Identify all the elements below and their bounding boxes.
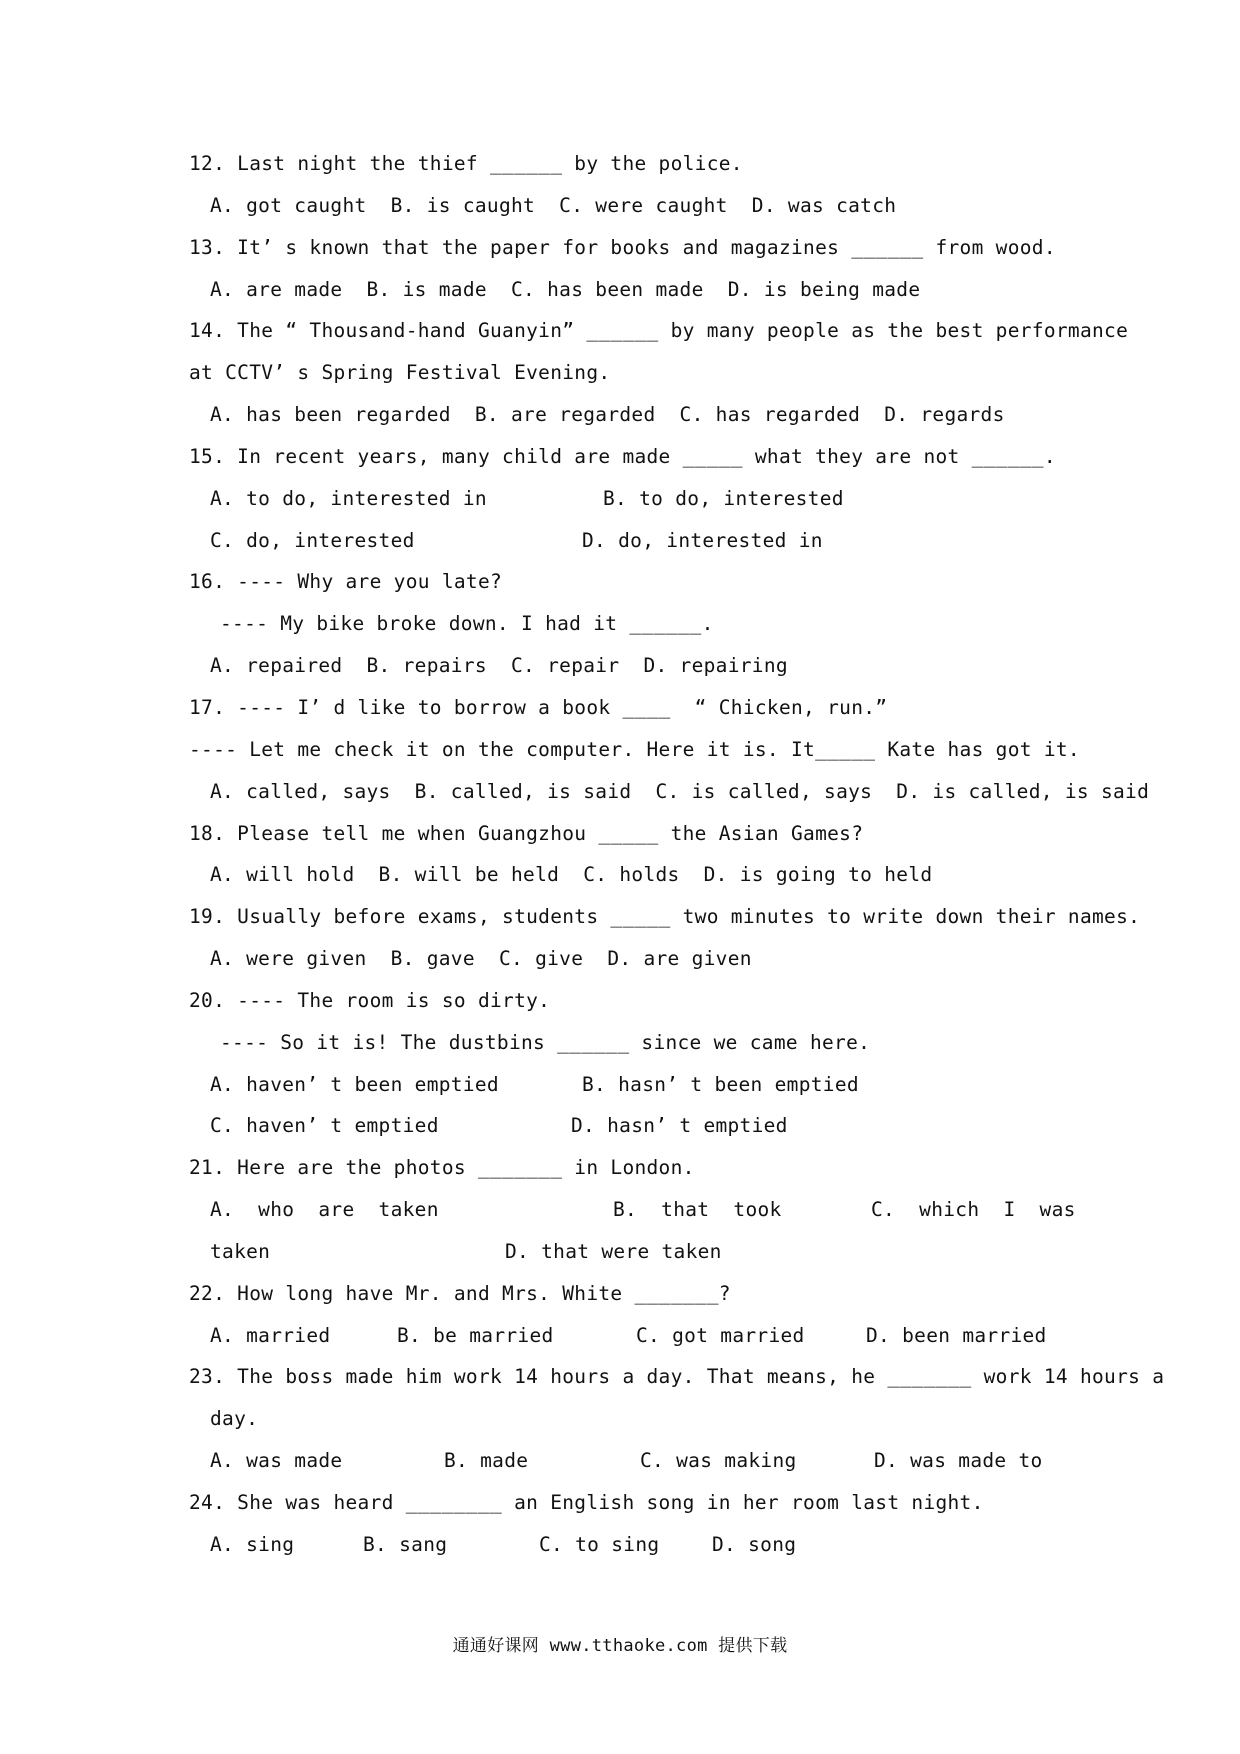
text-line: D. hasn’ t emptied (571, 1114, 788, 1137)
text-line: A. are made B. is made C. has been made D. is being made (210, 278, 921, 301)
text-line: A. married (210, 1324, 331, 1347)
text-line: C. was making (640, 1449, 797, 1472)
text-line: at CCTV’ s Spring Festival Evening. (189, 361, 611, 384)
text-line: B. sang (363, 1533, 448, 1556)
text-line: ---- My bike broke down. I had it ______. (220, 612, 714, 635)
text-line: 17. ---- I’ d like to borrow a book ____ “ Chicken, run.” (189, 696, 888, 719)
text-line: A. were given B. gave C. give D. are given (210, 947, 752, 970)
text-line: B. hasn’ t been emptied (582, 1073, 859, 1096)
text-line: 19. Usually before exams, students _____ two minutes to write down their names. (189, 905, 1141, 928)
text-line: C. which I was (871, 1198, 1076, 1221)
text-line: taken (210, 1240, 271, 1263)
text-line: D. song (712, 1533, 797, 1556)
text-line: ---- Let me check it on the computer. Here it is. It_____ Kate has got it. (189, 738, 1080, 761)
text-line: C. to sing (539, 1533, 660, 1556)
text-line: 13. It’ s known that the paper for books and magazines ______ from wood. (189, 236, 1056, 259)
page-footer: 通通好课网 www.tthaoke.com 提供下载 (452, 1636, 788, 1656)
text-line: A. to do, interested in (210, 487, 487, 510)
text-line: A. repaired B. repairs C. repair D. repairing (210, 654, 788, 677)
text-line: 21. Here are the photos _______ in London. (189, 1156, 695, 1179)
text-line: 16. ---- Why are you late? (189, 570, 503, 593)
text-line: A. who are taken (210, 1198, 439, 1221)
text-line: 15. In recent years, many child are made _____ what they are not ______. (189, 445, 1056, 468)
text-line: B. that took (613, 1198, 782, 1221)
text-line: A. haven’ t been emptied (210, 1073, 499, 1096)
text-line: C. haven’ t emptied (210, 1114, 439, 1137)
text-line: D. do, interested in (582, 529, 823, 552)
text-line: D. that were taken (505, 1240, 722, 1263)
text-line: 20. ---- The room is so dirty. (189, 989, 551, 1012)
text-line: 22. How long have Mr. and Mrs. White _______? (189, 1282, 731, 1305)
text-line: A. has been regarded B. are regarded C. has regarded D. regards (210, 403, 1005, 426)
text-line: C. do, interested (210, 529, 415, 552)
text-line: A. got caught B. is caught C. were caught D. was catch (210, 194, 897, 217)
text-line: D. was made to (874, 1449, 1043, 1472)
text-line: A. will hold B. will be held C. holds D. is going to held (210, 863, 933, 886)
text-line: A. sing (210, 1533, 295, 1556)
text-line: B. to do, interested (603, 487, 844, 510)
text-line: 24. She was heard ________ an English song in her room last night. (189, 1491, 984, 1514)
text-line: 12. Last night the thief ______ by the police. (189, 152, 743, 175)
text-line: A. called, says B. called, is said C. is called, says D. is called, is said (210, 780, 1150, 803)
text-line: B. made (444, 1449, 529, 1472)
text-line: A. was made (210, 1449, 343, 1472)
text-line: ---- So it is! The dustbins ______ since we came here. (220, 1031, 871, 1054)
text-line: C. got married (636, 1324, 805, 1347)
text-line: 14. The “ Thousand-hand Guanyin” ______ by many people as the best performance (189, 319, 1129, 342)
text-line: 23. The boss made him work 14 hours a day. That means, he _______ work 14 hours a (189, 1365, 1165, 1388)
text-line: B. be married (397, 1324, 554, 1347)
text-line: day. (210, 1407, 259, 1430)
text-line: D. been married (866, 1324, 1047, 1347)
text-line: 18. Please tell me when Guangzhou _____ the Asian Games? (189, 822, 864, 845)
